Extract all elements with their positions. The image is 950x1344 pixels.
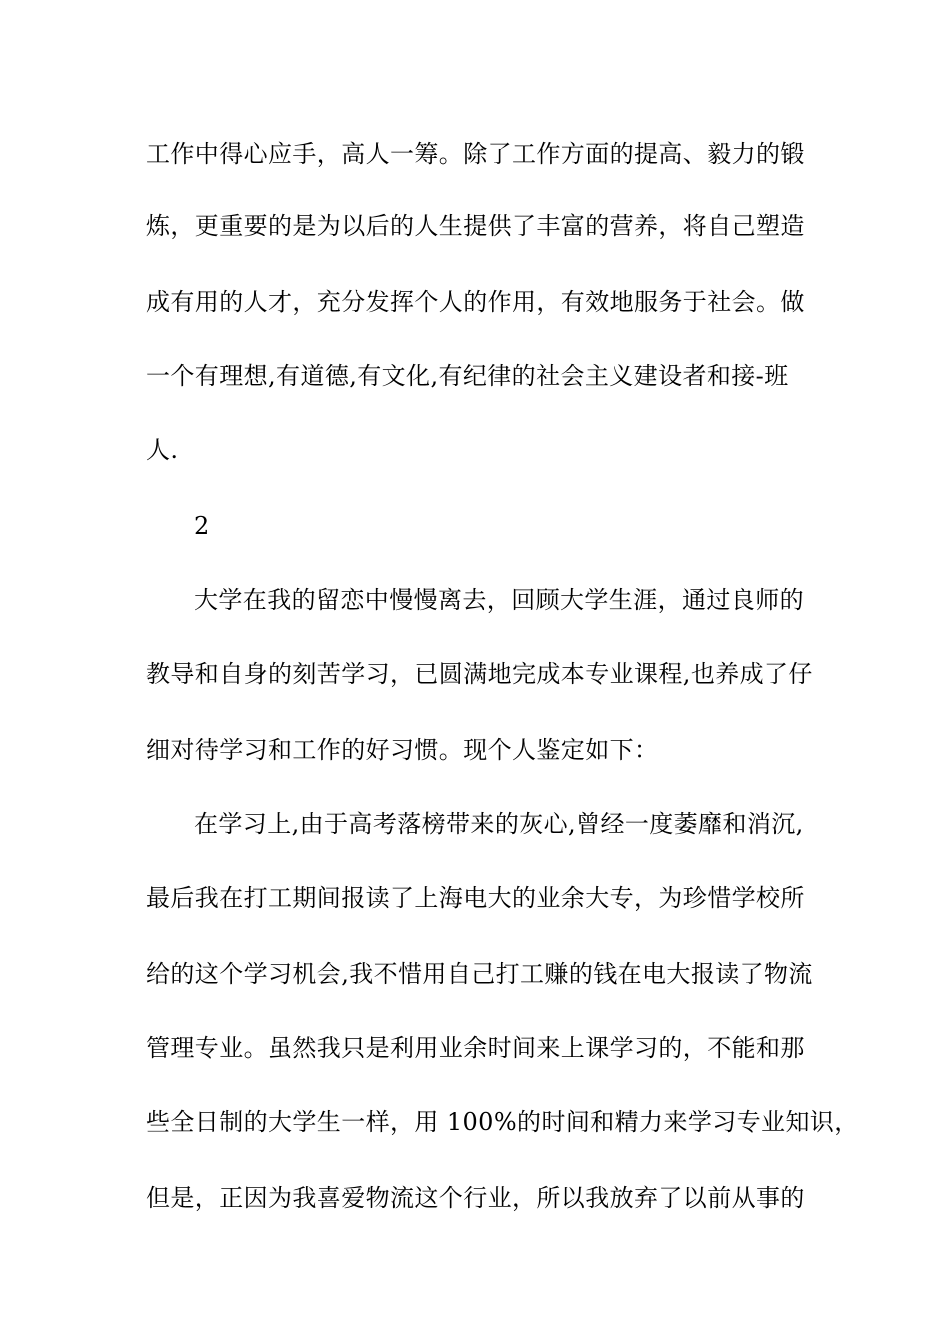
text-line: 但是，正因为我喜爱物流这个行业，所以我放弃了以前从事的: [146, 1184, 805, 1212]
paragraph-first-line: 在学习上,由于高考落榜带来的灰心,曾经一度萎靡和消沉,: [194, 810, 804, 838]
text-line: 管理专业。虽然我只是利用业余时间来上课学习的，不能和那: [146, 1034, 805, 1062]
text-line: 细对待学习和工作的好习惯。现个人鉴定如下：: [146, 736, 659, 764]
text-line: 教导和自身的刻苦学习，已圆满地完成本专业课程,也养成了仔: [146, 660, 813, 688]
text-line: 一个有理想,有道德,有文化,有纪律的社会主义建设者和接-班: [146, 362, 789, 390]
text-line: 炼，更重要的是为以后的人生提供了丰富的营养，将自己塑造: [146, 212, 805, 240]
text-line: 最后我在打工期间报读了上海电大的业余大专，为珍惜学校所: [146, 884, 805, 912]
text-line: 成有用的人才，充分发挥个人的作用，有效地服务于社会。做: [146, 288, 805, 316]
section-number: 2: [194, 512, 210, 540]
text-line: 工作中得心应手，高人一筹。除了工作方面的提高、毅力的锻: [146, 140, 805, 168]
text-line: 些全日制的大学生一样，用 100%的时间和精力来学习专业知识，: [146, 1108, 859, 1136]
text-line: 给的这个学习机会,我不惜用自己打工赚的钱在电大报读了物流: [146, 960, 813, 988]
paragraph-first-line: 大学在我的留恋中慢慢离去，回顾大学生涯，通过良师的: [194, 586, 804, 614]
text-line: 人.: [146, 436, 179, 464]
